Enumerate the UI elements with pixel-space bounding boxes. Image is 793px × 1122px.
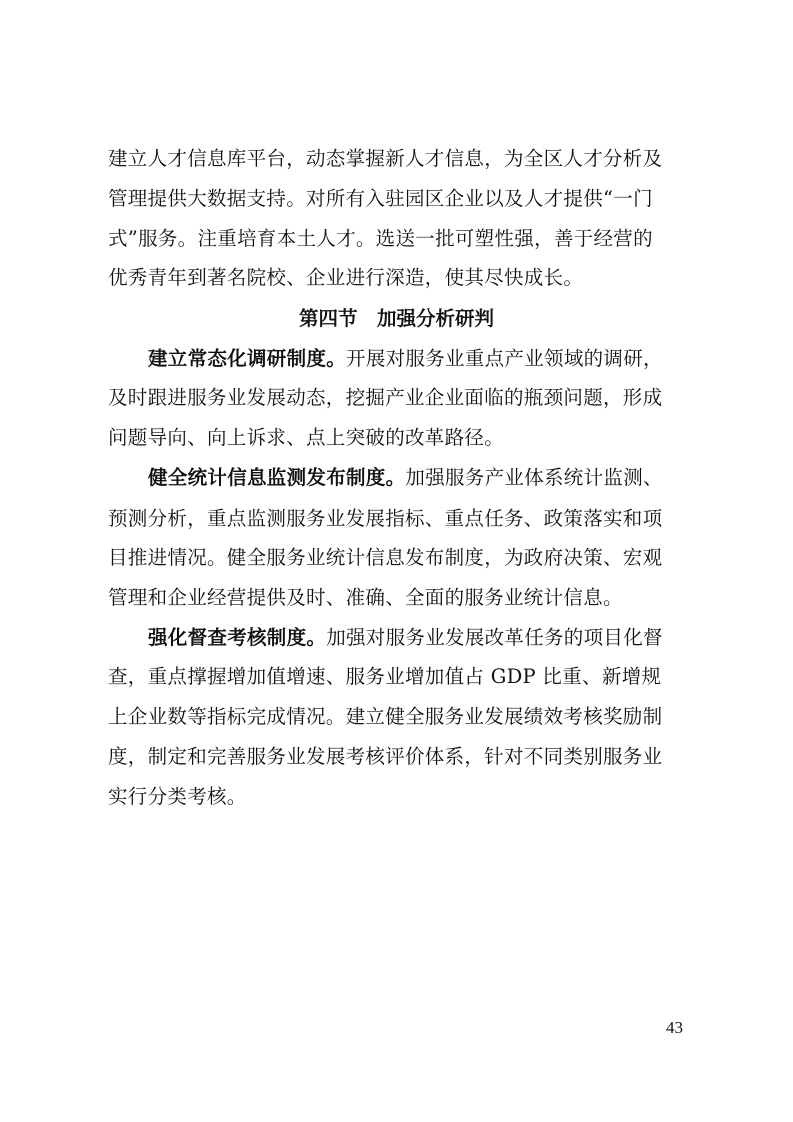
- text-line: 上企业数等指标完成情况。建立健全服务业发展绩效考核奖励制: [108, 705, 663, 728]
- text-line: 实行分类考核。: [108, 785, 247, 808]
- text-line: 及时跟进服务业发展动态，挖掘产业企业面临的瓶颈问题，形成: [108, 386, 663, 409]
- text-line: 管理提供大数据支持。对所有入驻园区企业以及人才提供“一门: [108, 187, 653, 210]
- paragraph-lead-bold: 建立常态化调研制度。: [148, 347, 347, 370]
- paragraph-lead-rest: 加强对服务业发展改革任务的项目化督: [326, 626, 663, 649]
- paragraph-lead-rest: 开展对服务业重点产业领域的调研，: [346, 347, 663, 370]
- paragraph-lead-bold: 健全统计信息监测发布制度。: [148, 466, 406, 489]
- paragraph-first-line: [148, 465, 663, 491]
- text-line: 预测分析，重点监测服务业发展指标、重点任务、政策落实和项: [108, 507, 663, 530]
- text-line: 管理和企业经营提供及时、准确、全面的服务业统计信息。: [108, 586, 623, 609]
- text-line: 优秀青年到著名院校、企业进行深造，使其尽快成长。: [108, 266, 584, 289]
- text-line: 建立人才信息库平台，动态掌握新人才信息，为全区人才分析及: [108, 147, 663, 170]
- text-line: 目推进情况。健全服务业统计信息发布制度，为政府决策、宏观: [108, 546, 663, 569]
- paragraph-lead-bold: 强化督查考核制度。: [148, 626, 327, 649]
- text-line: 式”服务。注重培育本土人才。选送一批可塑性强，善于经营的: [108, 227, 653, 250]
- section-heading: 第四节 加强分析研判: [298, 307, 494, 330]
- paragraph-first-line: [148, 625, 663, 651]
- text-line: 问题导向、向上诉求、点上突破的改革路径。: [108, 426, 505, 449]
- paragraph-lead-rest: 加强服务产业体系统计监测、: [405, 466, 663, 489]
- text-line: 度，制定和完善服务业发展考核评价体系，针对不同类别服务业: [108, 745, 663, 768]
- page-number: 43: [666, 1018, 683, 1037]
- text-line: 查，重点撑握增加值增速、服务业增加值占 GDP 比重、新增规: [108, 665, 662, 688]
- paragraph-first-line: [148, 346, 663, 372]
